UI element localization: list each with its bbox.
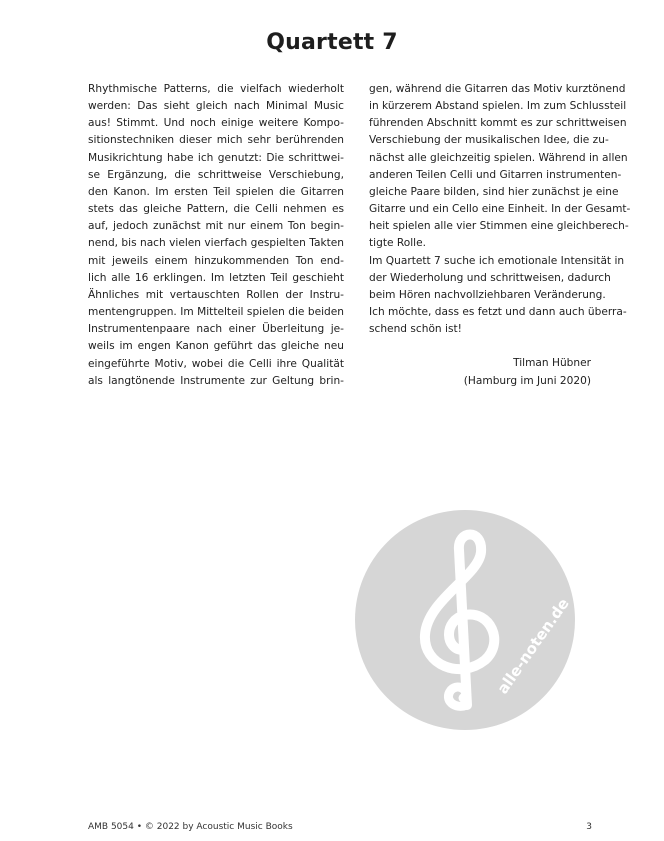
text-line: Gitarre und ein Cello eine Einheit. In der Gesamt-: [369, 203, 631, 216]
text-line: in kürzerem Abstand spielen. Im zum Schlussteil: [369, 100, 627, 113]
text-line: Verschiebung der musikalischen Idee, die zu-: [369, 134, 609, 147]
text-line: auf, jedoch zunächst mit nur einem Ton begin-: [88, 220, 344, 233]
text-line: der Wiederholung und schrittweisen, dadurch: [369, 271, 611, 284]
text-line: Instrumentenpaare nach einer Überleitung je-: [88, 323, 344, 336]
text-line: führenden Abschnitt kommt es zur schrittweisen: [369, 117, 627, 130]
text-line: nächst alle gleichzeitig spielen. Während in allen: [369, 151, 628, 164]
text-line: gleiche Paare bilden, sind hier zunächst je eine: [369, 185, 619, 198]
page-number: 3: [586, 822, 592, 832]
text-line: mit jeweils einem hinzukommenden Ton end-: [88, 254, 344, 267]
text-column-left: [88, 81, 344, 390]
text-line: Im Quartett 7 suche ich emotionale Intensität in: [369, 254, 625, 267]
signature-place-date: (Hamburg im Juni 2020): [463, 374, 591, 387]
text-line: stets das gleiche Pattern, die Celli nehmen es: [88, 203, 344, 216]
text-line: gen, während die Gitarren das Motiv kurztönend: [369, 83, 626, 95]
text-line: Rhythmische Patterns, die vielfach wiederholt: [88, 83, 344, 95]
page-title: Quartett 7: [266, 30, 398, 55]
footer-copyright: AMB 5054 • © 2022 by Acoustic Music Books: [88, 822, 293, 832]
text-line: beim Hören nachvollziehbaren Veränderung.: [369, 288, 606, 301]
text-line: weils im engen Kanon geführt das gleiche neu: [88, 340, 344, 353]
text-line: mentengruppen. Im Mittelteil spielen die beiden: [88, 306, 344, 319]
text-line: se Ergänzung, die schrittweise Verschiebung,: [88, 168, 344, 181]
text-line: Ich möchte, dass es fetzt und dann auch überra-: [369, 306, 627, 319]
paragraph: [369, 253, 627, 339]
text-line: nend, bis nach vielen vierfach gespielten Takten: [88, 237, 344, 250]
text-line: den Kanon. Im ersten Teil spielen die Gitarren: [88, 185, 344, 198]
text-line: Musikrichtung habe ich genutzt: Die schrittwei-: [88, 151, 344, 164]
paragraph: [369, 81, 631, 253]
text-line: aus! Stimmt. Und noch einige weitere Kompo-: [88, 117, 344, 130]
watermark-logo: [355, 510, 575, 730]
text-line: tigte Rolle.: [369, 237, 426, 250]
text-line: als langtönende Instrumente zur Geltung brin-: [88, 374, 344, 387]
text-column-right: [369, 81, 631, 390]
text-line: schend schön ist!: [369, 323, 462, 336]
text-line: sitionstechniken dieser mich sehr berührenden: [88, 134, 344, 147]
text-line: Ähnliches mit vertauschten Rollen der Instru-: [88, 288, 344, 301]
text-line: lich alle 16 erklingen. Im letzten Teil geschieht: [88, 271, 344, 284]
text-line: heit spielen alle vier Stimmen eine gleichberech-: [369, 220, 629, 233]
text-line: eingeführte Motiv, wobei die Celli ihre Qualität: [88, 357, 344, 370]
watermark-text: alle-noten.de: [493, 594, 573, 698]
text-line: werden: Das sieht gleich nach Minimal Music: [88, 100, 344, 113]
signature-author: Tilman Hübner: [513, 357, 591, 370]
text-line: anderen Teilen Celli und Gitarren instrumenten-: [369, 168, 622, 181]
